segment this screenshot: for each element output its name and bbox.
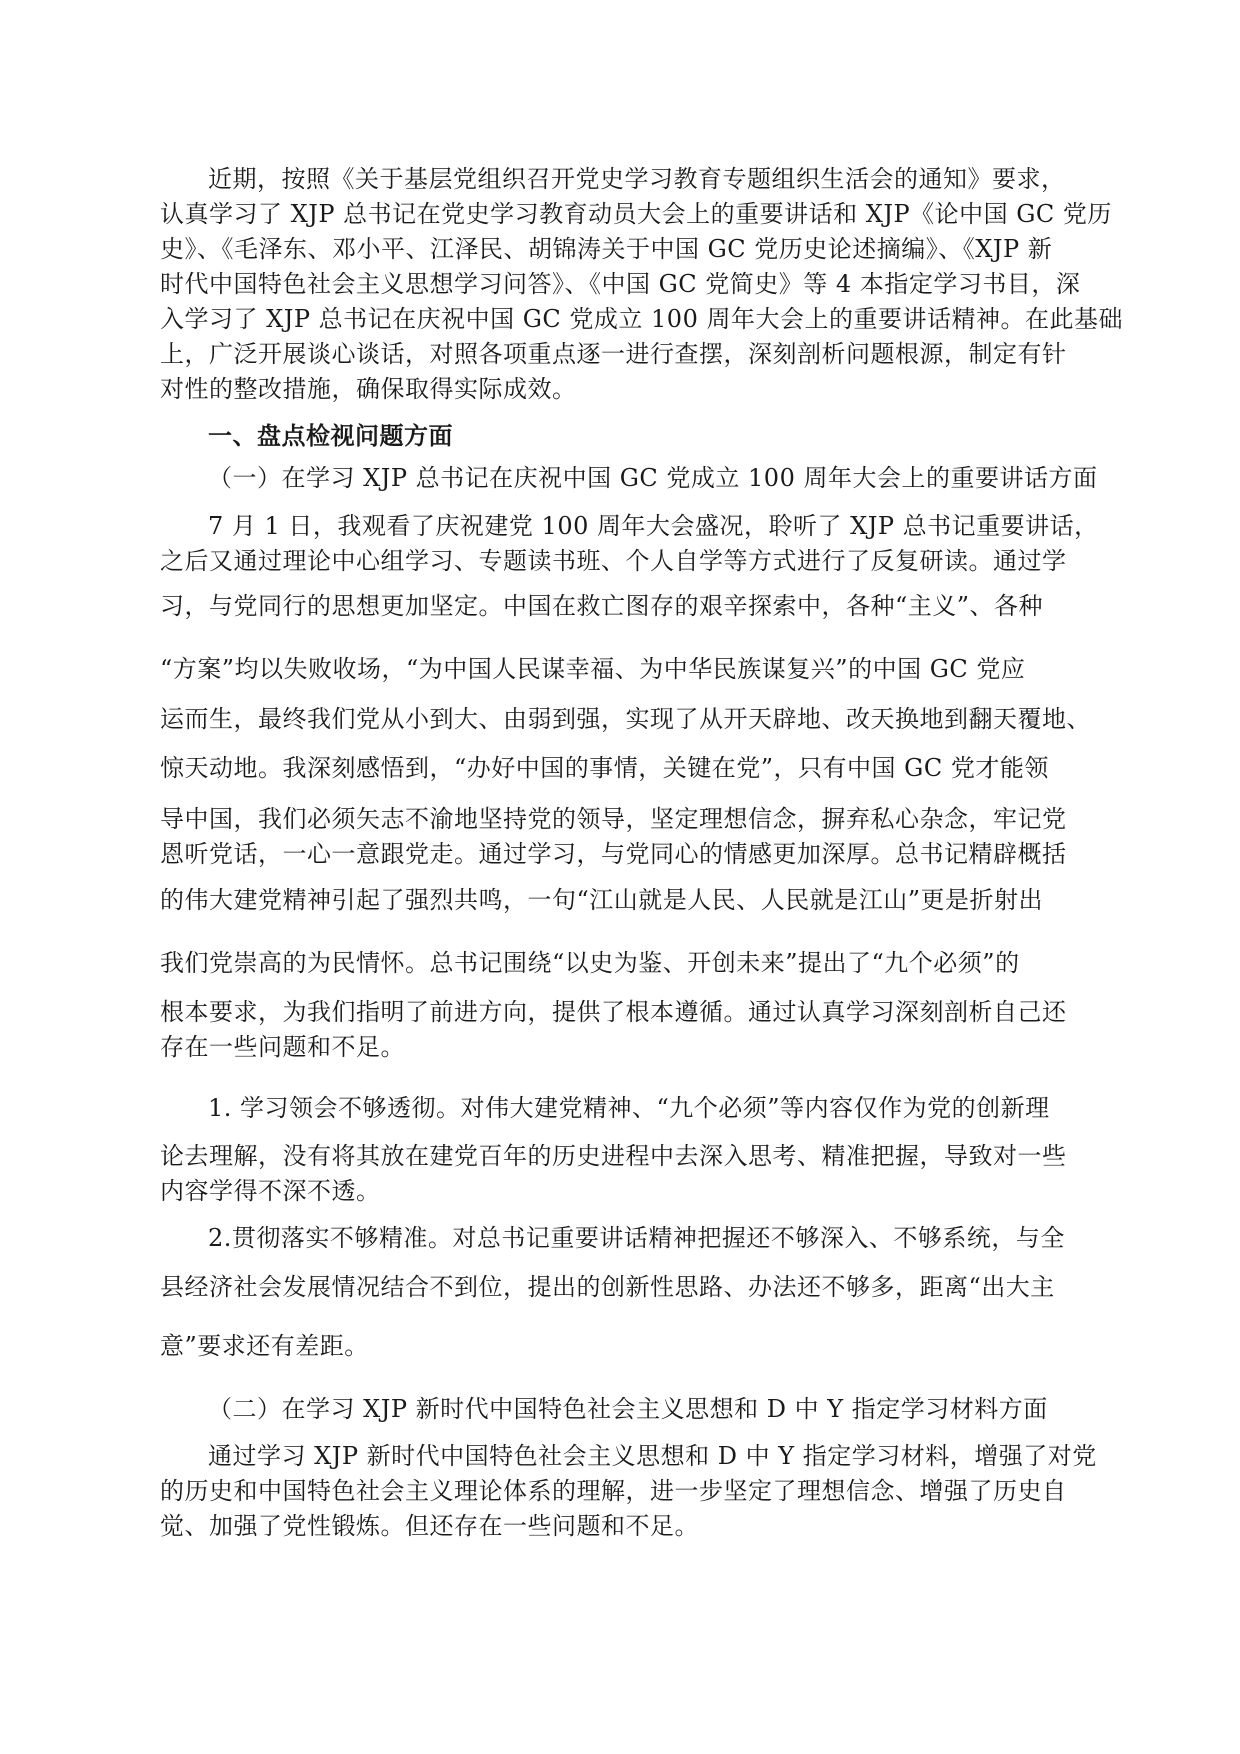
body-line: 根本要求，为我们指明了前进方向，提供了根本遵循。通过认真学习深刻剖析自己还 xyxy=(160,998,1067,1026)
body-line: 的伟大建党精神引起了强烈共鸣，一句“江山就是人民、人民就是江山”更是折射出 xyxy=(160,886,1044,914)
body-line: 运而生，最终我们党从小到大、由弱到强，实现了从开天辟地、改天换地到翻天覆地、 xyxy=(160,705,1091,733)
list-item-line: 县经济社会发展情况结合不到位，提出的创新性思路、办法还不够多，距离“出大主 xyxy=(160,1273,1055,1301)
body-line: 7 月 1 日，我观看了庆祝建党 100 周年大会盛况，聆听了 XJP 总书记重要讲话， xyxy=(208,512,1099,540)
intro-line: 入学习了 XJP 总书记在庆祝中国 GC 党成立 100 周年大会上的重要讲话精神。在此基础 xyxy=(160,305,1123,333)
intro-line: 史》、《毛泽东、邓小平、江泽民、胡锦涛关于中国 GC 党历史论述摘编》、《XJP 新 xyxy=(160,235,1053,263)
list-item-line: 意”要求还有差距。 xyxy=(160,1332,369,1360)
subsection-heading: （一）在学习 XJP 总书记在庆祝中国 GC 党成立 100 周年大会上的重要讲话方面 xyxy=(208,464,1098,492)
body-line: 习，与党同行的思想更加坚定。中国在救亡图存的艰辛探索中，各种“主义”、各种 xyxy=(160,592,1044,620)
body-line: 觉、加强了党性锻炼。但还存在一些问题和不足。 xyxy=(160,1512,699,1540)
list-item-line: 1. 学习领会不够透彻。对伟大建党精神、“九个必须”等内容仅作为党的创新理 xyxy=(208,1094,1050,1122)
body-line: 通过学习 XJP 新时代中国特色社会主义思想和 D 中 Y 指定学习材料，增强了对党 xyxy=(208,1442,1097,1470)
intro-line: 认真学习了 XJP 总书记在党史学习教育动员大会上的重要讲话和 XJP《论中国 GC 党历 xyxy=(160,200,1112,228)
list-item-line: 论去理解，没有将其放在建党百年的历史进程中去深入思考、精准把握，导致对一些 xyxy=(160,1142,1067,1170)
body-line: 惊天动地。我深刻感悟到，“办好中国的事情，关键在党”，只有中国 GC 党才能领 xyxy=(160,754,1049,782)
body-line: “方案”均以失败收场，“为中国人民谋幸福、为中华民族谋复兴”的中国 GC 党应 xyxy=(160,655,1026,683)
body-line: 我们党崇高的为民情怀。总书记围绕“以史为鉴、开创未来”提出了“九个必须”的 xyxy=(160,949,1020,977)
body-line: 导中国，我们必须矢志不渝地坚持党的领导，坚定理想信念，摒弃私心杂念，牢记党 xyxy=(160,805,1067,833)
intro-line: 对性的整改措施，确保取得实际成效。 xyxy=(160,375,577,403)
body-line: 的历史和中国特色社会主义理论体系的理解，进一步坚定了理想信念、增强了历史自 xyxy=(160,1477,1067,1505)
body-line: 存在一些问题和不足。 xyxy=(160,1033,405,1061)
list-item-line: 内容学得不深不透。 xyxy=(160,1177,381,1205)
subsection-heading: （二）在学习 XJP 新时代中国特色社会主义思想和 D 中 Y 指定学习材料方面 xyxy=(208,1395,1048,1423)
list-item-line: 2.贯彻落实不够精准。对总书记重要讲话精神把握还不够深入、不够系统，与全 xyxy=(208,1224,1065,1252)
body-line: 恩听党话，一心一意跟党走。通过学习，与党同心的情感更加深厚。总书记精辟概括 xyxy=(160,840,1067,868)
intro-line: 近期，按照《关于基层党组织召开党史学习教育专题组织生活会的通知》要求， xyxy=(208,165,1066,193)
intro-line: 上，广泛开展谈心谈话，对照各项重点逐一进行查摆，深刻剖析问题根源，制定有针 xyxy=(160,340,1067,368)
body-line: 之后又通过理论中心组学习、专题读书班、个人自学等方式进行了反复研读。通过学 xyxy=(160,547,1067,575)
section-heading: 一、盘点检视问题方面 xyxy=(208,421,453,450)
intro-line: 时代中国特色社会主义思想学习问答》、《中国 GC 党简史》等 4 本指定学习书目，深 xyxy=(160,270,1081,298)
